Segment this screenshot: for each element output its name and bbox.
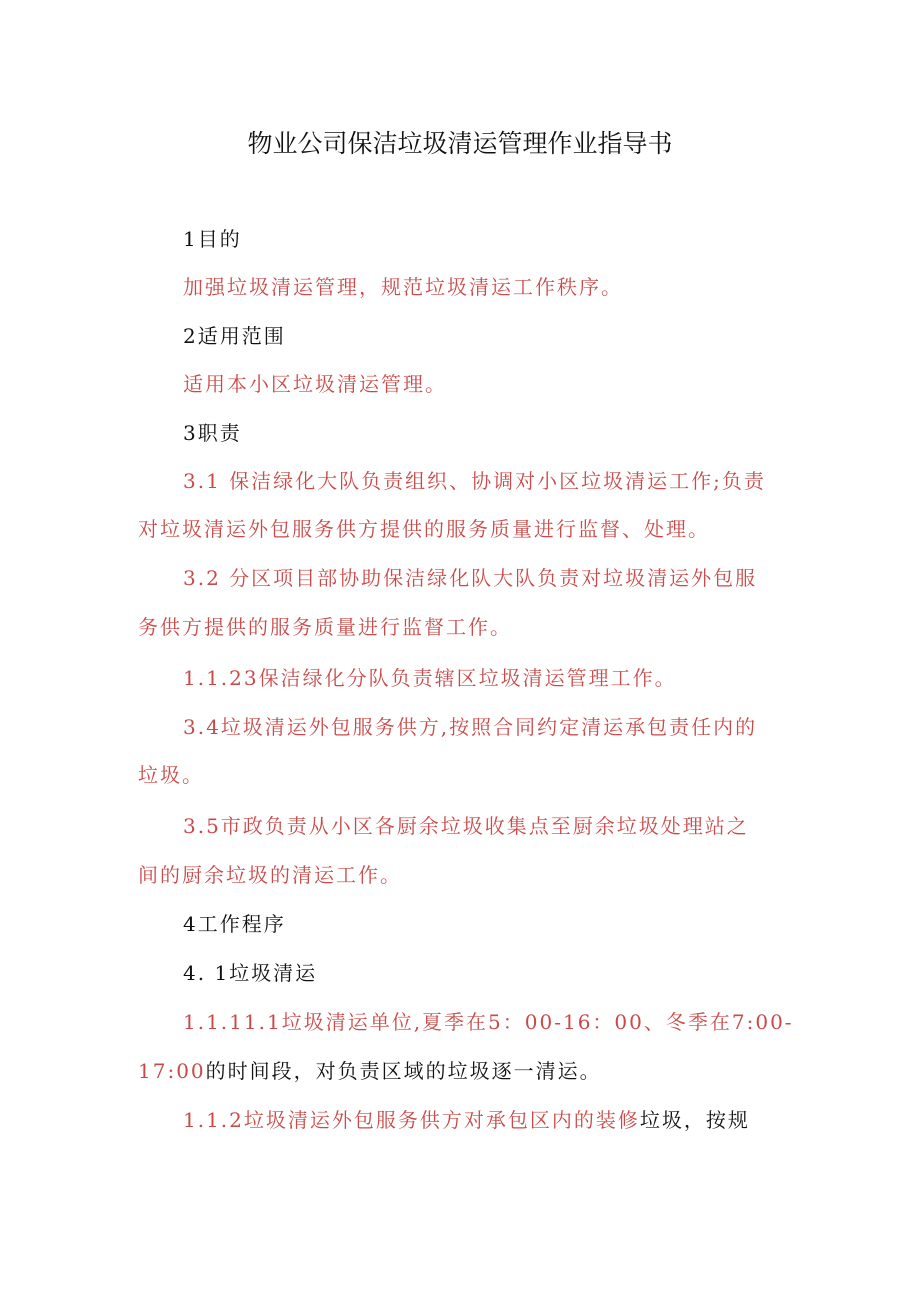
section-3-1-line-2: 对垃圾清运外包服务供方提供的服务质量进行监督、处理。	[138, 517, 710, 541]
section-3-2-line-1: 3.2 分区项目部协助保洁绿化队大队负责对垃圾清运外包服	[183, 566, 758, 590]
section-2-heading: 2适用范围	[183, 324, 286, 348]
section-1-body: 加强垃圾清运管理，规范垃圾清运工作秩序。	[183, 275, 623, 299]
section-3-1-line-1: 3.1 保洁绿化大队负责组织、协调对小区垃圾清运工作;负责	[183, 469, 766, 493]
section-4-1-1-line-1: 1.1.11.1垃圾清运单位,夏季在5：00-16：00、冬季在7:00-	[183, 1010, 794, 1034]
section-3-2-line-2: 务供方提供的服务质量进行监督工作。	[138, 615, 512, 639]
section-3-heading: 3职责	[183, 421, 242, 445]
section-4-1-2-red-text: 1.1.2垃圾清运外包服务供方对承包区内的装修	[183, 1108, 640, 1132]
section-3-4-line-1: 3.4垃圾清运外包服务供方,按照合同约定清运承包责任内的	[183, 715, 758, 739]
section-4-1-2-line-1	[183, 1106, 750, 1134]
section-3-5-line-1: 3.5市政负责从小区各厨余垃圾收集点至厨余垃圾处理站之	[183, 814, 749, 838]
document-title: 物业公司保洁垃圾清运管理作业指导书	[247, 129, 673, 158]
section-3-5-line-2: 间的厨余垃圾的清运工作。	[138, 863, 402, 887]
time-range-description: 的时间段，对负责区域的垃圾逐一清运。	[205, 1059, 602, 1083]
section-4-heading: 4工作程序	[183, 912, 286, 936]
section-3-3-line-1: 1.1.23保洁绿化分队负责辖区垃圾清运管理工作。	[183, 666, 677, 690]
section-1-heading: 1目的	[183, 227, 242, 251]
section-4-1-heading: 4. 1垃圾清运	[183, 961, 318, 985]
section-2-body: 适用本小区垃圾清运管理。	[183, 372, 447, 396]
time-range-text: 17:00	[138, 1059, 206, 1083]
section-4-1-2-black-text: 垃圾，按规	[639, 1108, 750, 1132]
section-3-4-line-2: 垃圾。	[138, 763, 204, 787]
section-4-1-1-line-2	[138, 1057, 602, 1085]
